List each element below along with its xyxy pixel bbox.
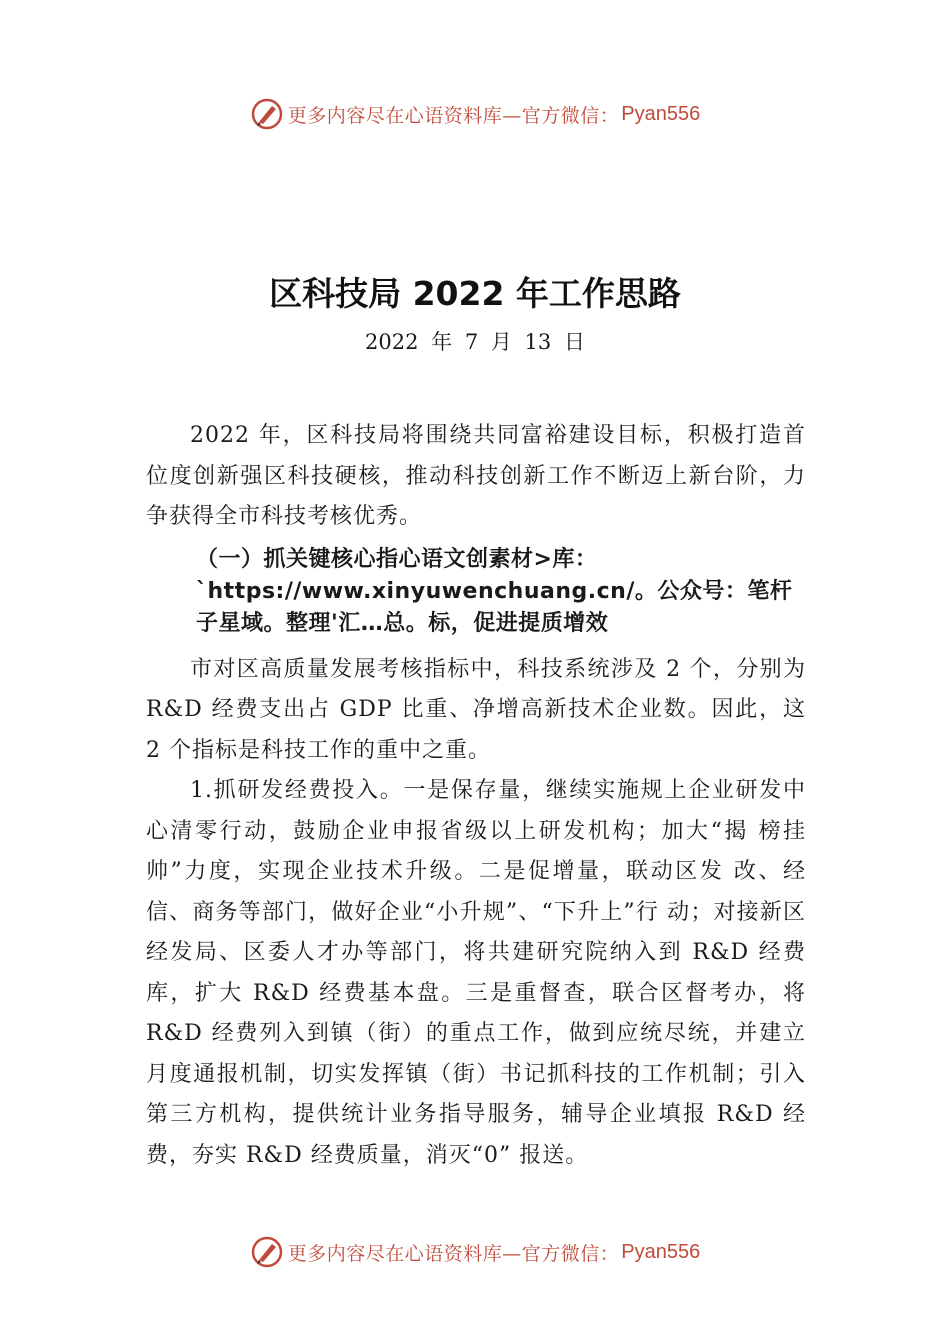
watermark-text: 更多内容尽在心语资料库—官方微信： [287, 1242, 620, 1265]
document-title: 区科技局 2022 年工作思路 [269, 274, 681, 313]
watermark-top [0, 94, 950, 134]
watermark-text: 更多内容尽在心语资料库—官方微信： [287, 104, 620, 127]
document-body [146, 416, 806, 1176]
pen-emblem-icon [250, 97, 284, 131]
body-paragraph-item-1: 1.抓研发经费投入。一是保存量，继续实施规上企业研发中心清零行动，鼓励企业申报省级以上研发机构；加大“揭 榜挂帅”力度，实现企业技术升级。二是促增量，联动区发 改、经信、商务等部门，做好企业“小升规”、“下升上”行 动；对接新区经发局、区委人才办等部门，将共建研究院纳入到 R&D 经费库，扩大 R&D 经费基本盘。三是重督查，联合区督考办，将 R&D 经费列入到镇（街）的重点工作，做到应统尽统，并建立月度通报机制，切实发挥镇（街）书记抓科技的工作机制；引入第三方机构，提供统计业务指导服务，辅导企业填报 R&D 经费，夯实 R&D 经费质量，消灭“0” 报送。 [146, 778, 806, 1168]
section-heading: （一）抓关键核心指心语文创素材>库：`https://www.xinyuwenchuang.cn/。公众号：笔杆子星域。整理'汇…总。标，促进提质增效 [196, 546, 793, 636]
intro-paragraph: 2022 年，区科技局将围绕共同富裕建设目标，积极打造首位度创新强区科技硬核，推动科技创新工作不断迈上新台阶，力争获得全市科技考核优秀。 [146, 423, 806, 529]
pen-emblem-icon [250, 1235, 284, 1269]
watermark-account: Pyan556 [621, 102, 701, 125]
watermark-bottom [0, 1232, 950, 1272]
body-paragraph: 市对区高质量发展考核指标中，科技系统涉及 2 个，分别为 R&D 经费支出占 GDP 比重、净增高新技术企业数。因此，这 2 个指标是科技工作的重中之重。 [146, 656, 806, 763]
document-date: 2022 年 7 月 13 日 [365, 330, 585, 354]
watermark-account: Pyan556 [621, 1240, 701, 1263]
